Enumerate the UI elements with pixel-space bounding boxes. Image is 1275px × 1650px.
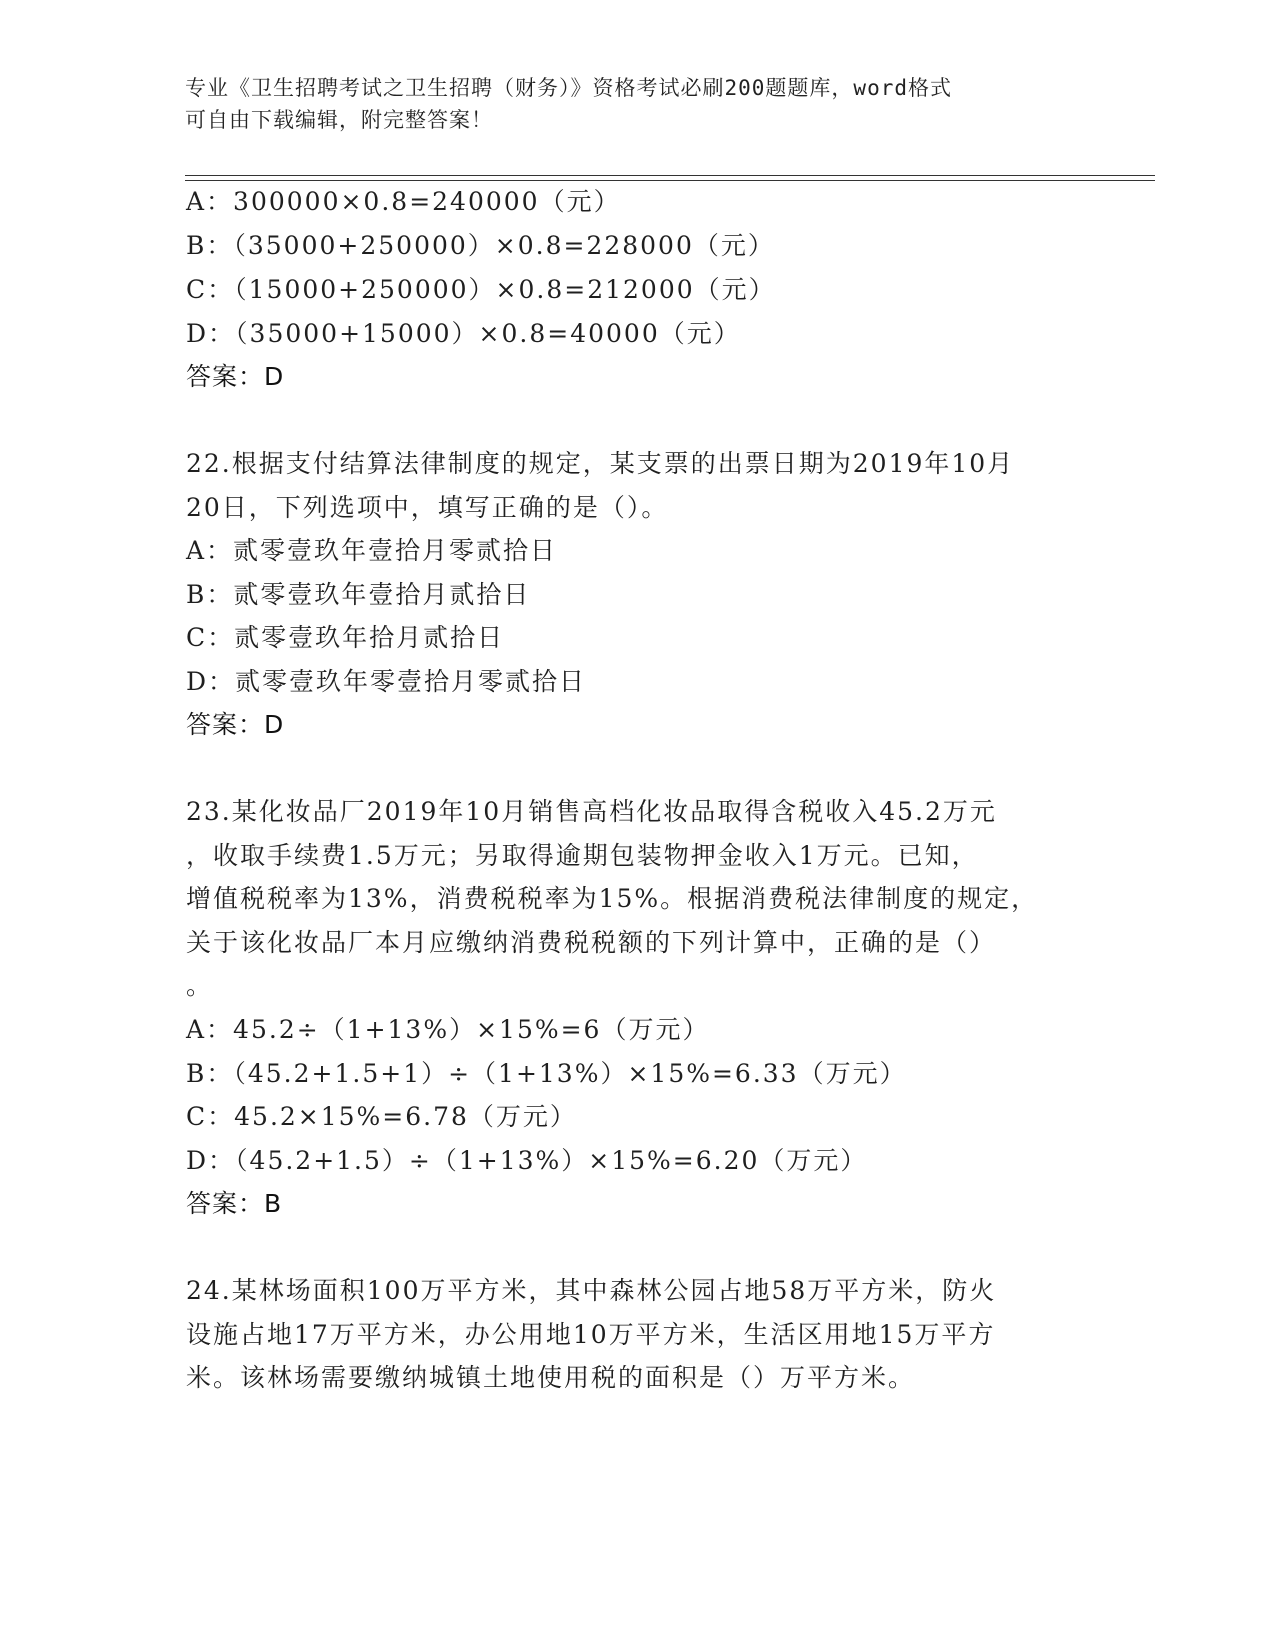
q23-option-d: D：（45.2+1.5）÷（1+13%）×15%=6.20（万元） [186, 1146, 868, 1175]
q24-stem-line-1: 24.某林场面积100万平方米，其中森林公园占地58万平方米，防火 [186, 1276, 997, 1305]
header-divider-bottom [185, 180, 1155, 181]
q22-answer: 答案：D [186, 710, 285, 739]
q23-stem-line-4: 关于该化妆品厂本月应缴纳消费税税额的下列计算中，正确的是（） [186, 928, 997, 957]
q23-stem-line-1: 23.某化妆品厂2019年10月销售高档化妆品取得含税收入45.2万元 [186, 797, 997, 826]
q22-option-a: A：贰零壹玖年壹拾月零贰拾日 [186, 536, 558, 565]
q23-stem-line-3: 增值税税率为13%，消费税税率为15%。根据消费税法律制度的规定， [186, 884, 1039, 913]
q22-stem-line-2: 20日，下列选项中，填写正确的是（）。 [186, 493, 669, 522]
q22-option-c: C：贰零壹玖年拾月贰拾日 [186, 623, 505, 652]
header-title-line: 专业《卫生招聘考试之卫生招聘（财务）》资格考试必刷200题题库，word格式 [185, 76, 952, 100]
header-divider-top [185, 175, 1155, 176]
q23-answer: 答案：B [186, 1189, 283, 1218]
header-subtitle-line: 可自由下载编辑，附完整答案！ [185, 108, 493, 132]
q23-stem-line-5: 。 [186, 971, 214, 1000]
q22-option-d: D：贰零壹玖年零壹拾月零贰拾日 [186, 667, 587, 696]
q22-stem-line-1: 22.根据支付结算法律制度的规定，某支票的出票日期为2019年10月 [186, 449, 1015, 478]
document-header [185, 72, 1065, 136]
q23-option-a: A：45.2÷（1+13%）×15%=6（万元） [186, 1015, 710, 1044]
q21-answer: 答案：D [186, 362, 285, 391]
q21-option-d: D：（35000+15000）×0.8=40000（元） [186, 319, 741, 348]
q23-option-c: C：45.2×15%=6.78（万元） [186, 1102, 577, 1131]
q23-option-b: B：（45.2+1.5+1）÷（1+13%）×15%=6.33（万元） [186, 1059, 907, 1088]
q24-stem-line-2: 设施占地17万平方米，办公用地10万平方米，生活区用地15万平方 [186, 1320, 996, 1349]
q21-option-a: A：300000×0.8=240000（元） [186, 187, 621, 216]
q21-option-b: B：（35000+250000）×0.8=228000（元） [186, 231, 775, 260]
q22-option-b: B：贰零壹玖年壹拾月贰拾日 [186, 580, 531, 609]
q23-stem-line-2: ，收取手续费1.5万元；另取得逾期包装物押金收入1万元。已知， [186, 841, 979, 870]
q21-option-c: C：（15000+250000）×0.8=212000（元） [186, 275, 776, 304]
q24-stem-line-3: 米。该林场需要缴纳城镇土地使用税的面积是（）万平方米。 [186, 1363, 916, 1392]
